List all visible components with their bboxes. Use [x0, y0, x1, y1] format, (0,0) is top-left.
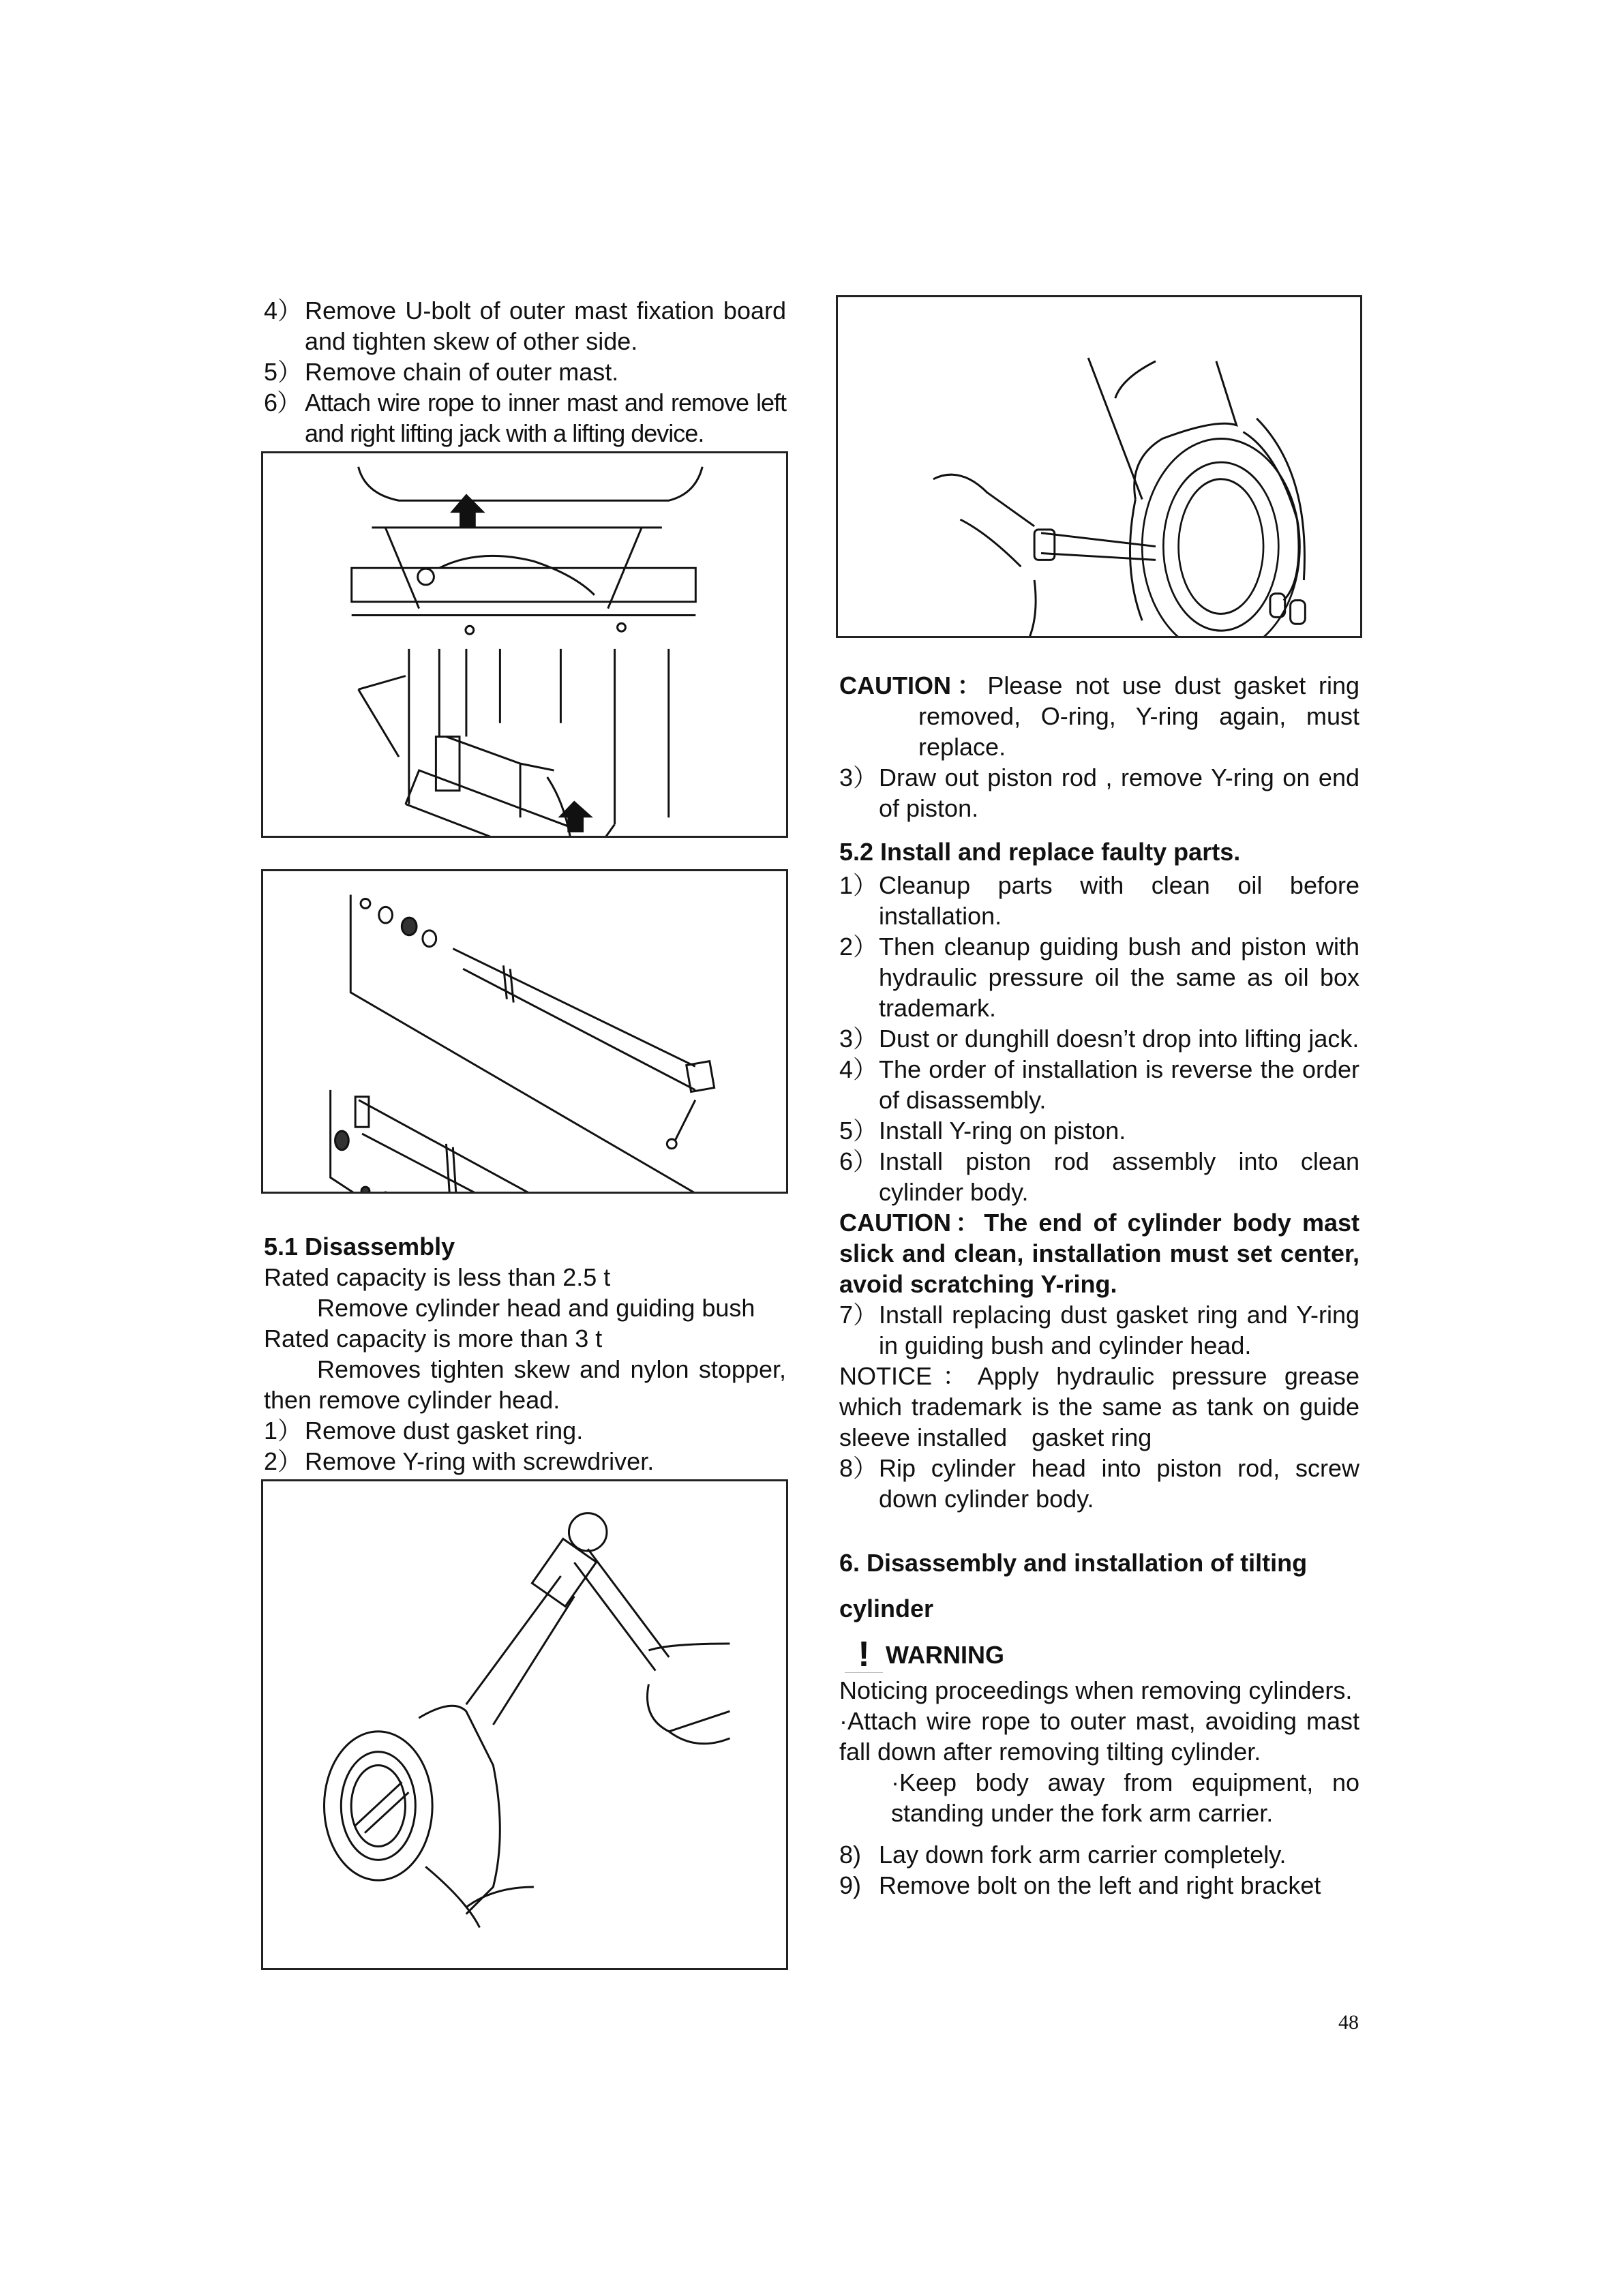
install-step-2: 2）Then cleanup guiding bush and piston with hydraulic pressure oil the same as oil box trademark.: [839, 933, 1359, 1022]
right-column-text: [839, 670, 1359, 1901]
install-step-3: 3）Dust or dunghill doesn’t drop into lifting jack.: [839, 1025, 1359, 1053]
page-number: 48: [1338, 2011, 1359, 2034]
section-5-1: [264, 1231, 786, 1477]
hammer-illustration: [263, 1481, 786, 1968]
figure-hammer-cylinder-head: [261, 1479, 788, 1970]
section-5-1-heading: 5.1 Disassembly: [264, 1233, 455, 1260]
warning-header: [839, 1634, 1359, 1675]
install-step-1: 1）Cleanup parts with clean oil before installation.: [839, 871, 1359, 930]
section-5-2-heading: 5.2 Install and replace faulty parts.: [839, 838, 1241, 866]
mast-illustration: [263, 453, 786, 836]
capacity-high-label: Rated capacity is more than 3 t: [264, 1325, 603, 1353]
warning-label: WARNING: [886, 1640, 1004, 1669]
warning-intro: Noticing proceedings when removing cylinders.: [839, 1676, 1353, 1704]
disassembly-step-2: 2） Remove Y-ring with screwdriver.: [264, 1447, 655, 1475]
section-6-heading: 6. Disassembly and installation of tilting cylinder: [839, 1549, 1308, 1622]
figure-cylinder-exploded: [261, 869, 788, 1194]
caution-cylinder-end: CAUTION：The end of cylinder body mast slick and clean, installation must set center, avoid scratching Y-ring.: [839, 1209, 1359, 1298]
exclamation-warning-icon: !: [845, 1637, 883, 1673]
warning-bullet-wire-rope: ·Attach wire rope to outer mast, avoiding mast fall down after removing tilting cylinder.: [839, 1707, 1359, 1766]
tilt-step-8: 8) Lay down fork arm carrier completely.: [839, 1841, 1287, 1869]
warning-bullet-keep-away: ·Keep body away from equipment, no standing under the fork arm carrier.: [891, 1768, 1359, 1827]
notice-grease: NOTICE：Apply hydraulic pressure grease which trademark is the same as tank on guide sleeve installed gasket ring: [839, 1362, 1359, 1451]
disassembly-step-1: 1） Remove dust gasket ring.: [264, 1417, 584, 1445]
install-step-5: 5）Install Y-ring on piston.: [839, 1117, 1126, 1145]
step-6: 6） Attach wire rope to inner mast and remove left and right lifting jack with a lifting device.: [264, 389, 786, 447]
tilt-step-9: 9) Remove bolt on the left and right bracket: [839, 1871, 1321, 1899]
left-top-steps: [264, 295, 786, 449]
install-step-8: 8）Rip cylinder head into piston rod, screw down cylinder body.: [839, 1454, 1359, 1513]
install-step-4: 4）The order of installation is reverse the order of disassembly.: [839, 1055, 1359, 1114]
figure-mast-lifting-jack: [261, 451, 788, 838]
screwdriver-illustration: [838, 297, 1360, 636]
capacity-low-instruction: Remove cylinder head and guiding bush: [317, 1294, 755, 1322]
capacity-high-instruction: Removes tighten skew and nylon stopper, then remove cylinder head.: [264, 1355, 786, 1414]
cylinder-exploded-illustration: [263, 871, 786, 1192]
install-step-6: 6）Install piston rod assembly into clean cylinder body.: [839, 1147, 1359, 1206]
install-step-7: 7）Install replacing dust gasket ring and Y-ring in guiding bush and cylinder head.: [839, 1301, 1359, 1359]
step-5: 5） Remove chain of outer mast.: [264, 358, 619, 386]
caution-reuse-seals: CAUTION：Please not use dust gasket ring removed, O-ring, Y-ring again, must replace.: [839, 671, 1359, 761]
figure-screwdriver-y-ring: [836, 295, 1362, 638]
capacity-low-label: Rated capacity is less than 2.5 t: [264, 1263, 611, 1291]
step-3-draw-piston: 3）Draw out piston rod , remove Y-ring on end of piston.: [839, 764, 1359, 822]
step-4: 4） Remove U-bolt of outer mast fixation board and tighten skew of other side.: [264, 297, 786, 355]
